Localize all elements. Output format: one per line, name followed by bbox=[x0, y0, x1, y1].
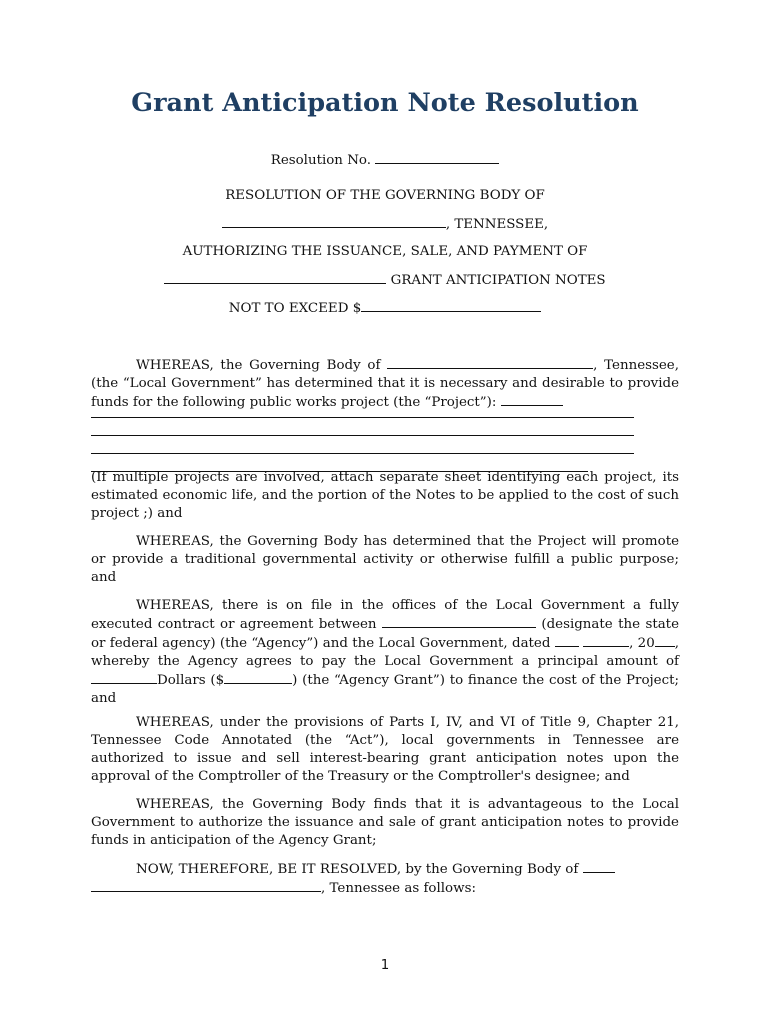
project-line-2[interactable] bbox=[91, 434, 634, 436]
p2-text: (If multiple projects are involved, attach separate sheet identifying each project, its estimated economic life, and the portion of the Notes to be applied to the cost of such project ;) and bbox=[91, 470, 679, 521]
resolution-heading-line-4 bbox=[0, 271, 770, 290]
year-blank[interactable] bbox=[655, 634, 675, 647]
paragraph-whereas-3 bbox=[91, 597, 679, 708]
p6-text: WHEREAS, the Governing Body finds that it is advantageous to the Local Government to authorize the issuance and sale of grant anticipation notes to provide funds in anticipation of the Agency Grant; bbox=[91, 797, 679, 848]
paragraph-whereas-4 bbox=[91, 714, 679, 786]
principal-figure-blank[interactable] bbox=[224, 671, 292, 684]
date-month-blank[interactable] bbox=[583, 634, 629, 647]
p4-text-b: (designate the state or federal agency) (the “Agency”) and the Local Government, dated bbox=[91, 617, 679, 651]
p4-text-e: Dollars ($ bbox=[157, 673, 225, 688]
project-line-1[interactable] bbox=[91, 416, 634, 418]
resolution-number-blank[interactable] bbox=[375, 151, 499, 164]
p1-text-a: WHEREAS, the Governing Body of bbox=[136, 358, 381, 373]
resolved-body-blank-2[interactable] bbox=[91, 879, 321, 892]
paragraph-multiple-projects bbox=[91, 469, 679, 523]
p3-text: WHEREAS, the Governing Body has determined that the Project will promote or provide a traditional governmental activity or otherwise fulfill a public purpose; and bbox=[91, 534, 679, 585]
paragraph-whereas-5 bbox=[91, 796, 679, 850]
resolution-heading-line-2 bbox=[0, 215, 770, 234]
agency-blank[interactable] bbox=[382, 615, 536, 628]
p4-text-a: WHEREAS, there is on file in the offices of the Local Government a fully executed contract or agreement between bbox=[91, 598, 679, 632]
resolution-number-label: Resolution No. bbox=[270, 153, 371, 168]
p4-text-d: , whereby the Agency agrees to pay the Local Government a principal amount of bbox=[91, 636, 679, 669]
p5-text: WHEREAS, under the provisions of Parts I, IV, and VI of Title 9, Chapter 21, Tennessee Code Annotated (the “Act”), local governments in Tennessee are authorized to issue and sell interest-bearing grant anticipation notes upon the approval of the Comptroller of the Treasury or the Comptroller's designee; and bbox=[91, 715, 679, 784]
p7-text-b: , Tennessee as follows: bbox=[321, 881, 476, 896]
resolved-body-blank-1[interactable] bbox=[583, 860, 615, 873]
paragraph-resolved bbox=[91, 860, 679, 898]
resolution-heading-line-1: RESOLUTION OF THE GOVERNING BODY OF bbox=[225, 188, 545, 203]
not-to-exceed-label: NOT TO EXCEED $ bbox=[228, 301, 362, 316]
paragraph-whereas-1 bbox=[91, 356, 679, 472]
resolution-heading-line-5 bbox=[0, 299, 770, 318]
page-number: 1 bbox=[380, 958, 390, 973]
tennessee-suffix: , TENNESSEE, bbox=[445, 217, 549, 232]
governing-body-blank[interactable] bbox=[387, 356, 593, 369]
p7-text-a: NOW, THEREFORE, BE IT RESOLVED, by the Governing Body of bbox=[136, 862, 579, 877]
date-day-blank[interactable] bbox=[555, 634, 579, 647]
project-description-blank[interactable] bbox=[501, 393, 563, 406]
resolution-heading-line-3: AUTHORIZING THE ISSUANCE, SALE, AND PAYMENT OF bbox=[182, 244, 588, 259]
p1-text-b: , Tennessee, (the “Local Government” has determined that it is necessary and desirable to provide funds for the following public works project (the “Project”): bbox=[91, 358, 679, 410]
principal-words-blank[interactable] bbox=[91, 671, 157, 684]
government-name-blank[interactable] bbox=[222, 215, 446, 228]
paragraph-whereas-2 bbox=[91, 533, 679, 587]
project-line-3[interactable] bbox=[91, 452, 634, 454]
grant-notes-suffix: GRANT ANTICIPATION NOTES bbox=[390, 273, 606, 288]
resolution-number-line bbox=[0, 151, 770, 170]
p4-text-c: , 20 bbox=[629, 636, 655, 651]
notes-name-blank[interactable] bbox=[164, 271, 386, 284]
p4-text-f: ) (the “Agency Grant”) to finance the cost of the Project; and bbox=[91, 673, 679, 706]
amount-blank[interactable] bbox=[361, 299, 541, 312]
document-title: Grant Anticipation Note Resolution bbox=[131, 88, 639, 118]
